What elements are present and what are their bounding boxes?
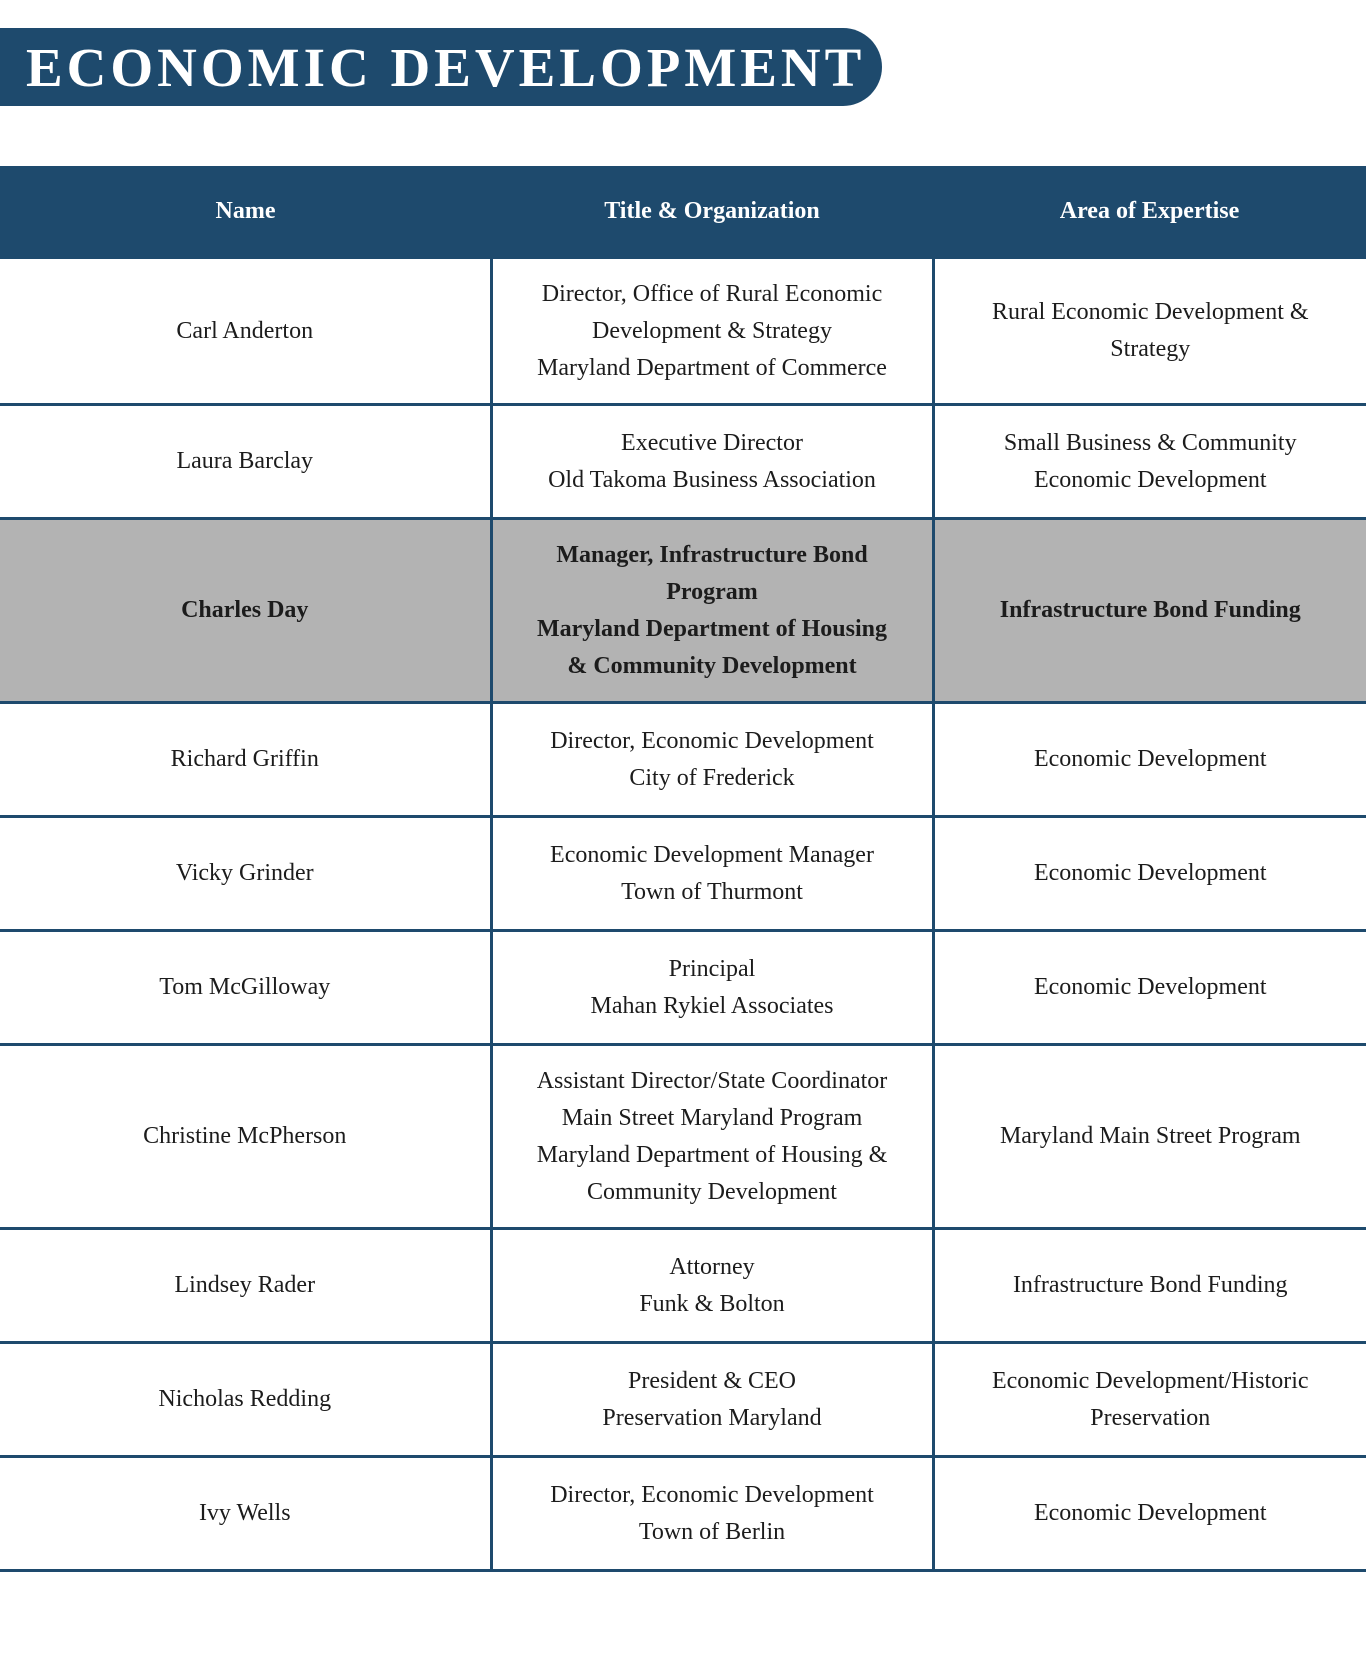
title-line: Principal	[668, 955, 756, 982]
title-line: Executive Director	[621, 429, 803, 456]
cell-name: Christine McPherson	[0, 1045, 491, 1229]
table-row	[0, 703, 1366, 817]
title-line: Town of Thurmont	[621, 878, 803, 905]
title-line: Maryland Department of Commerce	[537, 354, 887, 381]
cell-name: Tom McGilloway	[0, 931, 491, 1045]
cell-title-organization	[491, 1229, 933, 1343]
title-line: President & CEO	[628, 1367, 796, 1394]
title-line: Development & Strategy	[592, 317, 832, 344]
expertise-line: Economic Development	[1033, 746, 1267, 772]
page-title: ECONOMIC DEVELOPMENT	[26, 36, 866, 98]
column-header-title: Title & Organization	[491, 166, 933, 258]
title-line: Director, Office of Rural Economic	[541, 280, 883, 307]
table-body	[0, 258, 1366, 1571]
cell-title-organization	[491, 817, 933, 931]
cell-expertise	[933, 817, 1366, 931]
cell-expertise	[933, 1343, 1366, 1457]
cell-title-organization	[491, 405, 933, 519]
cell-name: Charles Day	[0, 519, 491, 703]
cell-title-organization	[491, 703, 933, 817]
title-line: Economic Development Manager	[550, 841, 874, 868]
cell-name: Nicholas Redding	[0, 1343, 491, 1457]
cell-title-organization	[491, 931, 933, 1045]
cell-title-organization	[491, 1457, 933, 1571]
title-line: City of Frederick	[629, 764, 795, 791]
column-header-expertise: Area of Expertise	[933, 166, 1366, 258]
cell-expertise	[933, 258, 1366, 405]
table-row	[0, 258, 1366, 405]
cell-name: Carl Anderton	[0, 258, 491, 405]
expertise-line: Preservation	[1090, 1404, 1211, 1431]
cell-name: Richard Griffin	[0, 703, 491, 817]
title-line: Town of Berlin	[638, 1518, 786, 1545]
cell-name: Laura Barclay	[0, 405, 491, 519]
title-line: Community Development	[587, 1178, 837, 1205]
cell-title-organization	[491, 1045, 933, 1229]
cell-expertise	[933, 1045, 1366, 1229]
expertise-line: Economic Development	[1033, 860, 1267, 886]
cell-title-organization	[491, 258, 933, 405]
title-line: & Community Development	[567, 652, 857, 679]
expertise-line: Economic Development	[1033, 974, 1267, 1000]
title-line: Attorney	[669, 1253, 755, 1280]
title-line: Funk & Bolton	[639, 1290, 785, 1317]
title-line: Preservation Maryland	[602, 1404, 822, 1431]
title-line: Manager, Infrastructure Bond	[556, 541, 868, 568]
table-row	[0, 1343, 1366, 1457]
table-header-row	[0, 166, 1366, 258]
table-row	[0, 519, 1366, 703]
cell-expertise	[933, 405, 1366, 519]
table-row	[0, 817, 1366, 931]
cell-name: Vicky Grinder	[0, 817, 491, 931]
table-row	[0, 931, 1366, 1045]
expertise-line: Infrastructure Bond Funding	[1012, 1272, 1288, 1298]
expertise-line: Maryland Main Street Program	[999, 1123, 1301, 1149]
section-banner	[0, 28, 882, 106]
title-line: Main Street Maryland Program	[561, 1104, 863, 1131]
expertise-line: Economic Development	[1033, 466, 1267, 493]
table-row	[0, 1229, 1366, 1343]
cell-name: Lindsey Rader	[0, 1229, 491, 1343]
title-line: Mahan Rykiel Associates	[590, 992, 834, 1019]
cell-expertise	[933, 1229, 1366, 1343]
cell-expertise	[933, 519, 1366, 703]
expertise-line: Small Business & Community	[1003, 429, 1297, 456]
table-row	[0, 405, 1366, 519]
cell-title-organization	[491, 1343, 933, 1457]
table-row	[0, 1045, 1366, 1229]
cell-expertise	[933, 703, 1366, 817]
expertise-line: Economic Development	[1033, 1500, 1267, 1526]
cell-title-organization	[491, 519, 933, 703]
expertise-line: Rural Economic Development &	[991, 299, 1309, 325]
title-line: Maryland Department of Housing	[537, 615, 887, 642]
directory-table	[0, 166, 1366, 1572]
cell-expertise	[933, 931, 1366, 1045]
column-header-name: Name	[0, 166, 491, 258]
expertise-line: Infrastructure Bond Funding	[999, 597, 1301, 623]
title-line: Director, Economic Development	[550, 727, 874, 754]
title-line: Director, Economic Development	[550, 1481, 874, 1508]
title-line: Maryland Department of Housing &	[536, 1141, 888, 1168]
title-line: Old Takoma Business Association	[548, 466, 876, 493]
expertise-line: Strategy	[1110, 336, 1191, 362]
title-line: Assistant Director/State Coordinator	[536, 1067, 888, 1094]
cell-name: Ivy Wells	[0, 1457, 491, 1571]
table-row	[0, 1457, 1366, 1571]
title-line: Program	[666, 578, 758, 605]
cell-expertise	[933, 1457, 1366, 1571]
expertise-line: Economic Development/Historic	[991, 1367, 1309, 1394]
